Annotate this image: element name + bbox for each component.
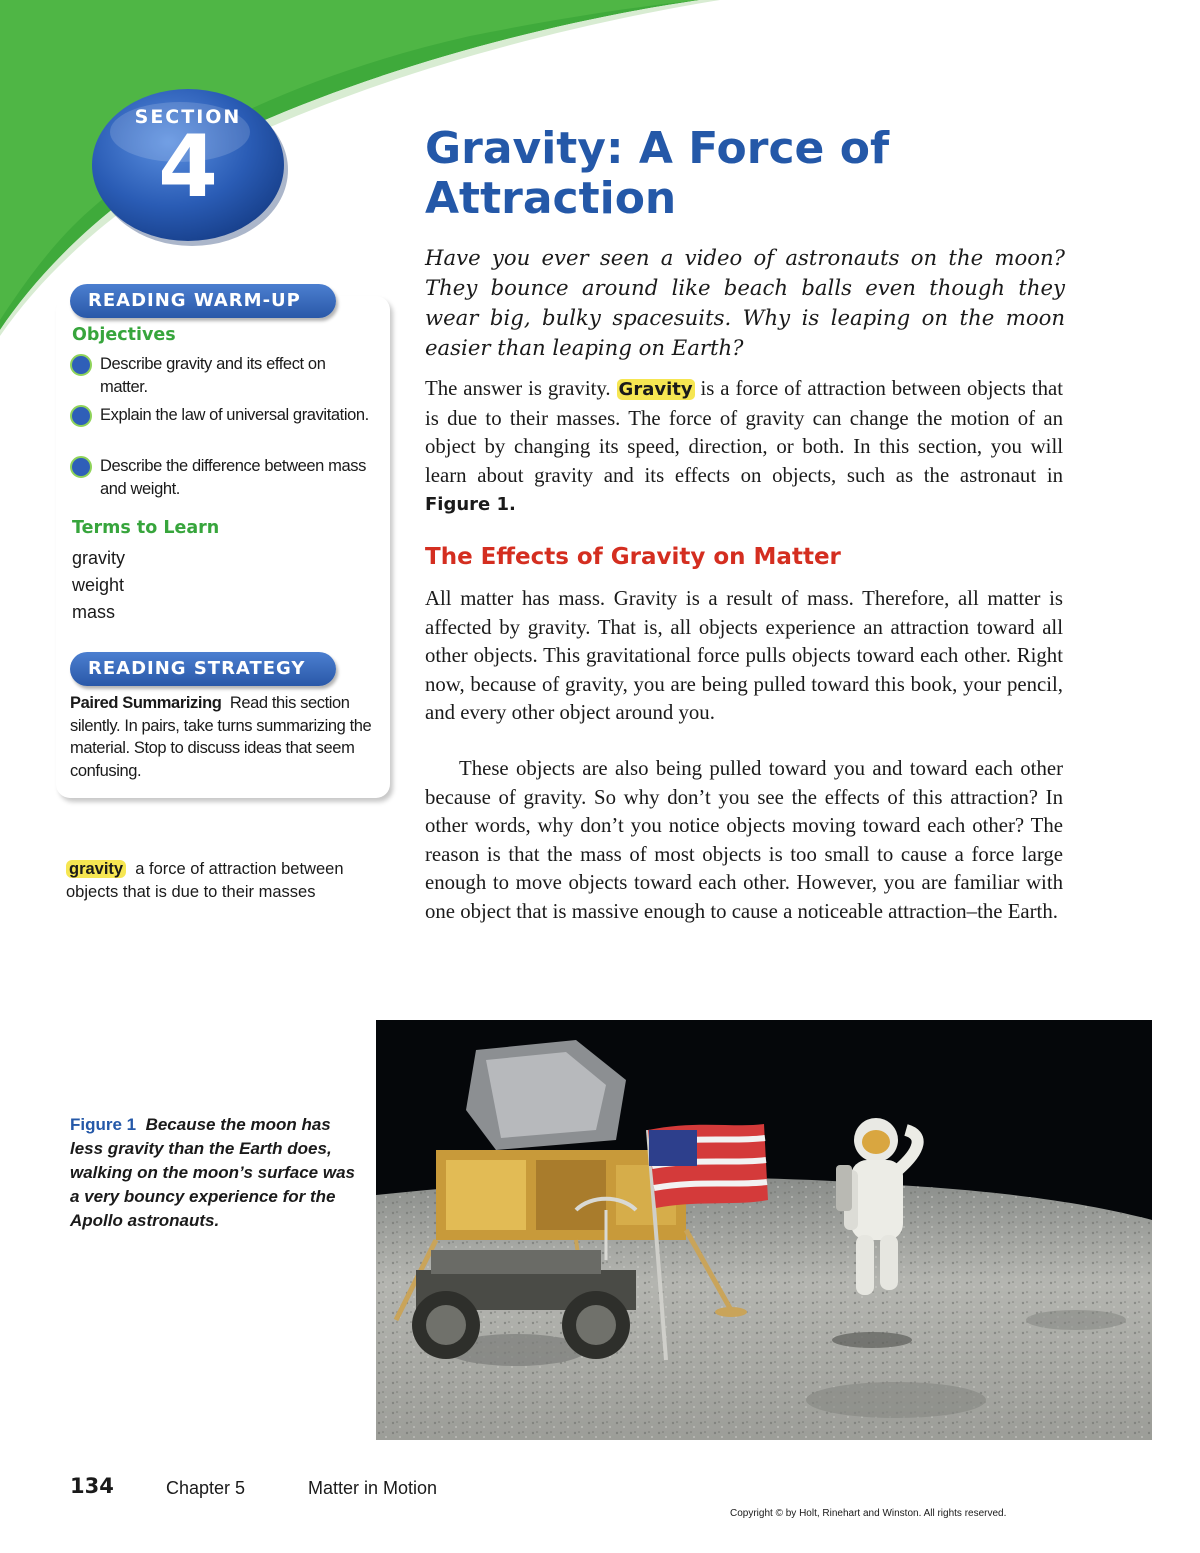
objective-text: Describe gravity and its effect on matter. xyxy=(100,355,326,396)
glossary-entry xyxy=(66,858,346,903)
figure-1-reference: Figure 1. xyxy=(425,494,516,516)
para1-before: The answer is gravity. xyxy=(425,377,617,400)
moon-landing-photo xyxy=(376,1020,1152,1440)
term-item: weight xyxy=(72,575,125,595)
bullet-icon xyxy=(70,354,92,376)
section-badge xyxy=(88,80,288,250)
bullet-icon xyxy=(70,456,92,478)
caption-text: Because the moon has less gravity than the Earth does, walking on the moon’s surface was a very bouncy experience for the Apollo astronauts. xyxy=(70,1115,355,1230)
objective-text: Describe the difference between mass and weight. xyxy=(100,457,366,498)
paragraph-1 xyxy=(425,375,1063,520)
reading-strategy-label: READING STRATEGY xyxy=(70,652,336,686)
glossary-term: gravity xyxy=(66,860,126,878)
terms-to-learn-heading: Terms to Learn xyxy=(72,518,220,538)
figure-label: Figure 1 xyxy=(70,1115,137,1134)
strategy-title: Paired Summarizing xyxy=(70,694,222,712)
reading-strategy-text xyxy=(70,692,380,782)
glossary-definition: a force of attraction between objects that is due to their masses xyxy=(66,860,344,901)
paragraph-2: All matter has mass. Gravity is a result of mass. Therefore, all matter is affected by gravity. That is, all objects experience an attraction toward all other objects. This gravitational force pulls objects toward each other. Right now, because of gravity, you are being pulled toward this book, your pencil, and every other object around you. xyxy=(425,587,1063,725)
intro-paragraph: Have you ever seen a video of astronauts on the moon? They bounce around like beach balls even though they wear big, bulky spacesuits. Why is leaping on the moon easier than leaping on Earth? xyxy=(425,245,1065,360)
chapter-title: Matter in Motion xyxy=(308,1478,438,1498)
para1-middle: is a force of attraction between objects that is due to their masses. The force of gravity can change the motion of an object by changing its speed, direction, or both. In this section, you will learn about gravity and its effects on objects, such as the astronaut in xyxy=(425,377,1064,487)
term-item: mass xyxy=(72,602,116,622)
objectives-heading: Objectives xyxy=(72,325,176,345)
section-number: 4 xyxy=(158,117,218,217)
page-number: 134 xyxy=(70,1474,114,1498)
reading-warmup-label: READING WARM-UP xyxy=(70,284,336,318)
term-item: gravity xyxy=(72,548,126,568)
strategy-body: Read this section silently. In pairs, take turns summarizing the material. Stop to discuss ideas that seem confusing. xyxy=(70,694,372,780)
title-line-2: Attraction xyxy=(425,173,677,224)
section-label: SECTION xyxy=(134,106,242,128)
heading-effects-of-gravity: The Effects of Gravity on Matter xyxy=(425,544,841,570)
page-title xyxy=(425,124,1025,224)
figure-caption xyxy=(70,1113,360,1233)
chapter-label: Chapter 5 xyxy=(166,1478,246,1498)
title-line-1: Gravity: A Force of xyxy=(425,123,890,174)
gravity-term-highlight: Gravity xyxy=(618,379,693,400)
objective-text: Explain the law of universal gravitation. xyxy=(100,406,369,424)
copyright-notice: Copyright © by Holt, Rinehart and Winston. All rights reserved. xyxy=(730,1508,1007,1519)
bullet-icon xyxy=(70,405,92,427)
paragraph-3: These objects are also being pulled toward you and toward each other because of gravity. So why don’t you see the effects of this attraction? In other words, why don’t you notice objects moving toward each other? The reason is that the mass of most objects is too small to cause a force large enough to move objects toward each other. However, you are familiar with one object that is massive enough to cause a noticeable attraction–the Earth. xyxy=(425,757,1063,923)
terms-list xyxy=(72,545,125,626)
